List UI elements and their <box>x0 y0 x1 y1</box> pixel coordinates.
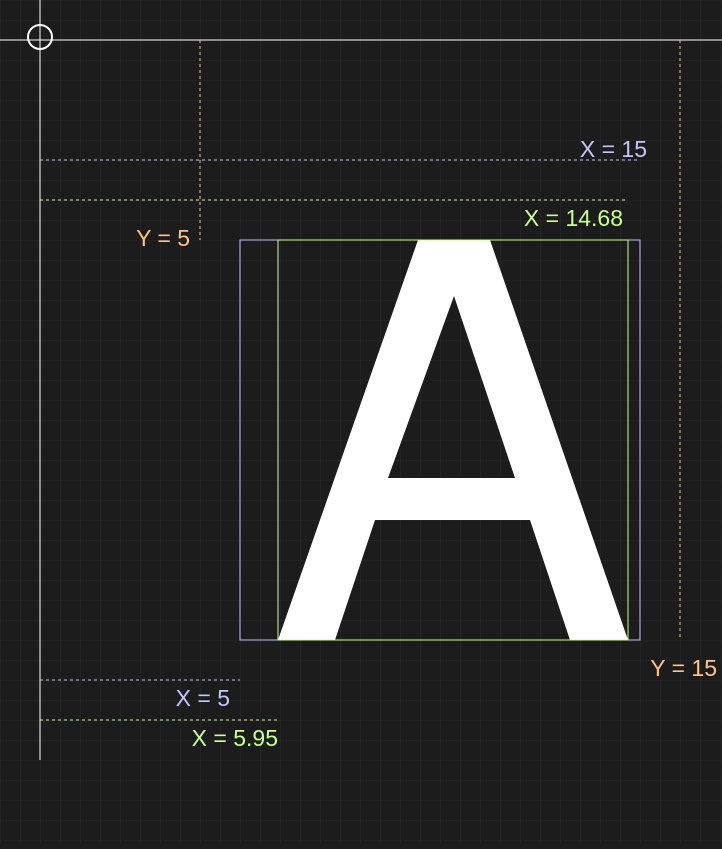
label-glyph-left: X = 5.95 <box>191 725 278 751</box>
label-top: Y = 5 <box>136 225 190 251</box>
label-glyph-right: X = 14.68 <box>523 205 623 231</box>
label-bottom: Y = 15 <box>650 655 717 681</box>
label-box-right: X = 15 <box>579 136 647 162</box>
label-box-left: X = 5 <box>175 685 230 711</box>
